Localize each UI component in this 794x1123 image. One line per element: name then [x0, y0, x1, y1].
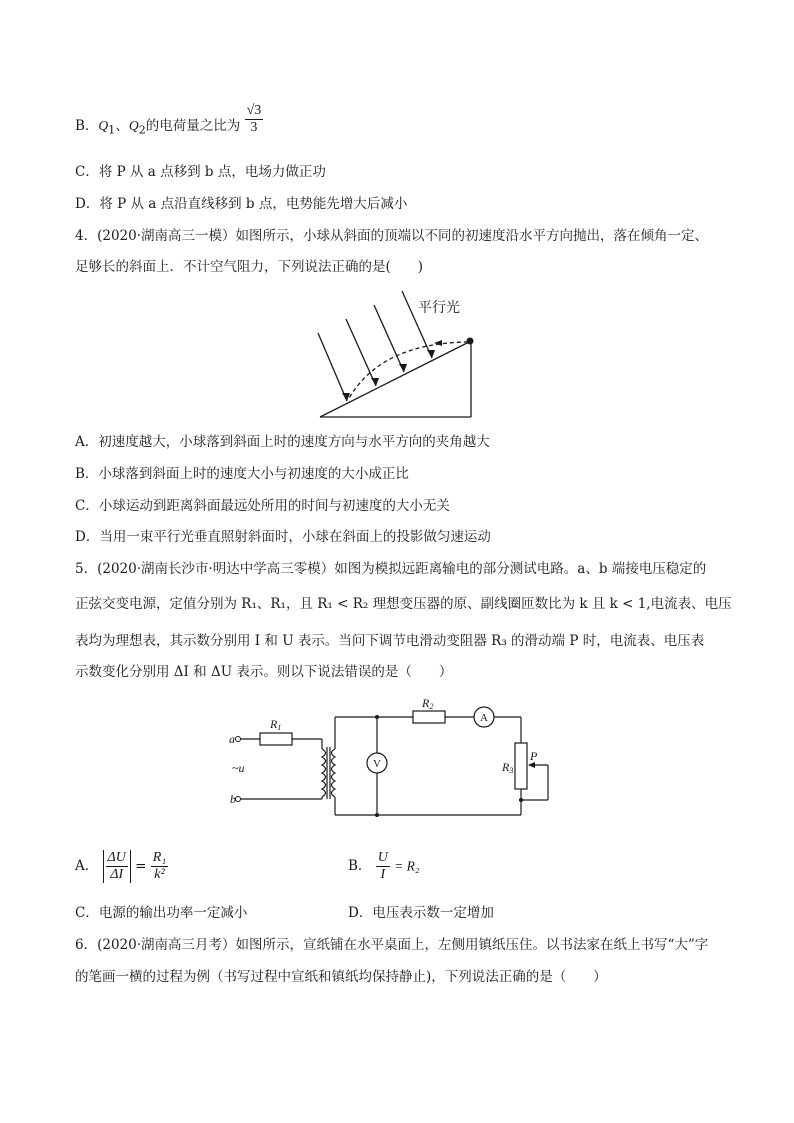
q5-stem-line1: 5．(2020·湖南长沙市·明达中学高三零模）如图为模拟远距离输电的部分测试电路。a、b 端接电压稳定的 — [75, 561, 707, 577]
resistor-r2 — [413, 711, 445, 723]
q3-option-b: B．$Q_1$、$Q_2$的电荷量之比为 $\frac{√3}{3}$ — [75, 103, 262, 137]
source-u-label: ~u — [232, 761, 245, 775]
terminal-a-label: a — [229, 732, 235, 746]
r3-label: R3 — [502, 760, 514, 775]
q5-option-c: C．电源的输出功率一定减小 — [75, 905, 248, 921]
q4-option-c: C．小球运动到距离斜面最远处所用的时间与初速度的大小无关 — [75, 498, 450, 514]
q5-option-b: B． $\frac{U}{I}$ = R₂ — [348, 850, 420, 882]
q4-incline-figure — [0, 285, 794, 425]
q5-circuit-diagram — [0, 697, 794, 827]
sqrt3-over-3-fraction: $\frac{√3}{3}$ — [246, 103, 262, 135]
q5-stem-line4: 示数变化分别用 ΔI 和 ΔU 表示。则以下说法错误的是（ ） — [75, 664, 453, 680]
resistor-r1 — [260, 733, 292, 745]
r1-label: R1 — [270, 717, 282, 732]
q4-option-a: A．初速度越大，小球落到斜面上时的速度方向与水平方向的夹角越大 — [75, 434, 490, 450]
q4-stem-line2: 足够长的斜面上．不计空气阻力，下列说法正确的是( ) — [75, 259, 424, 275]
q5-stem-line2: 正弦交变电源，定值分别为 R₁、R₁，且 R₁ < R₂ 理想变压器的原、副线圈匝数比为 k 且 k < 1,电流表、电压 — [75, 596, 732, 612]
q5-option-a: A． $\frac{\Delta U}{\Delta I}$ = $\frac{\text{R₁}}{\text{k²}}$ — [75, 850, 167, 882]
q6-stem-line1: 6．(2020·湖南高三月考）如图所示，宣纸铺在水平桌面上，左侧用镇纸压住。以书法家在纸上书写“大”字 — [75, 937, 709, 953]
q4-stem-line1: 4．(2020·湖南高三一模）如图所示，小球从斜面的顶端以不同的初速度沿水平方向抛出，落在倾角一定、 — [75, 228, 709, 244]
q3-option-c: C．将 P 从 a 点移到 b 点，电场力做正功 — [75, 164, 326, 180]
q5-option-d: D．电压表示数一定增加 — [348, 905, 494, 921]
q4-option-d: D．当用一束平行光垂直照射斜面时，小球在斜面上的投影做匀速运动 — [75, 529, 491, 545]
voltmeter-label: V — [373, 758, 381, 770]
q3-option-d: D．将 P 从 a 点沿直线移到 b 点，电势能先增大后减小 — [75, 196, 408, 212]
r2-label: R2 — [422, 697, 434, 711]
terminal-b-label: b — [230, 792, 236, 806]
slider-p-label: P — [530, 749, 538, 763]
resistor-r3 — [515, 743, 527, 789]
q4-option-b: B．小球落到斜面上时的速度大小与初速度的大小成正比 — [75, 466, 409, 482]
ammeter-label: A — [480, 712, 488, 724]
q6-stem-line2: 的笔画一横的过程为例（书写过程中宣纸和镇纸均保持静止)，下列说法正确的是（ ） — [75, 969, 607, 985]
q5-stem-line3: 表均为理想表，其示数分别用 I 和 U 表示。当问下调节电滑动变阻器 R₃ 的滑动端 P 时，电流表、电压表 — [75, 633, 705, 649]
parallel-light-label: 平行光 — [418, 301, 460, 316]
